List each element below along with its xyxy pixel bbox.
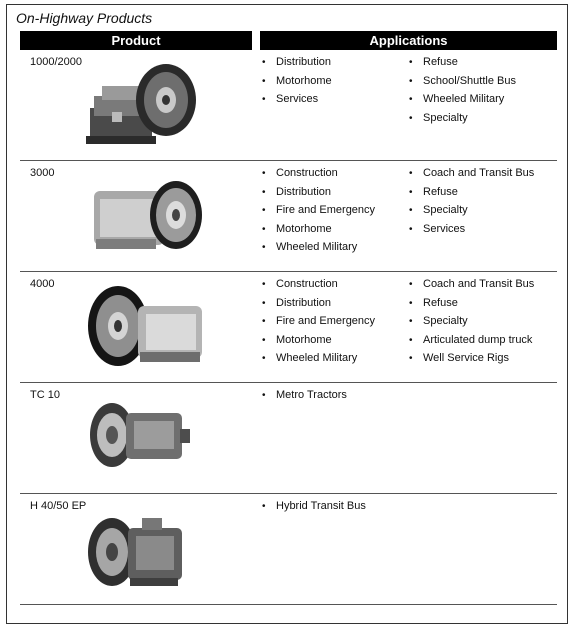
product-row-1000-2000 xyxy=(20,50,557,160)
product-name: 3000 xyxy=(30,167,55,179)
product-row-tc10 xyxy=(20,383,557,493)
application-item: • Well Service Rigs xyxy=(409,352,534,371)
application-item: • Wheeled Military xyxy=(262,352,375,371)
application-item: • Wheeled Military xyxy=(409,93,516,112)
application-item: • Motorhome xyxy=(262,223,375,242)
transmission-image xyxy=(82,56,202,150)
applications-col-1 xyxy=(262,389,347,408)
application-item: • Services xyxy=(409,223,534,242)
row-divider xyxy=(20,604,557,605)
product-row-h4050ep xyxy=(20,494,557,604)
application-item: • Refuse xyxy=(409,186,534,205)
application-item: • Coach and Transit Bus xyxy=(409,278,534,297)
application-item: • Hybrid Transit Bus xyxy=(262,500,366,519)
product-name: TC 10 xyxy=(30,389,60,401)
applications-col-1 xyxy=(262,500,366,519)
product-name: 4000 xyxy=(30,278,55,290)
transmission-image xyxy=(88,169,208,263)
product-name: 1000/2000 xyxy=(30,56,82,68)
product-row-4000 xyxy=(20,272,557,382)
applications-col-1 xyxy=(262,56,332,112)
applications-col-1 xyxy=(262,167,375,260)
application-item: • Articulated dump truck xyxy=(409,334,534,353)
application-item: • Specialty xyxy=(409,315,534,334)
product-name: H 40/50 EP xyxy=(30,500,87,512)
application-item: • Distribution xyxy=(262,56,332,75)
application-item: • Construction xyxy=(262,167,375,186)
application-item: • Coach and Transit Bus xyxy=(409,167,534,186)
application-item: • Motorhome xyxy=(262,75,332,94)
application-item: • Fire and Emergency xyxy=(262,204,375,223)
application-item: • Distribution xyxy=(262,297,375,316)
application-item: • Refuse xyxy=(409,56,516,75)
header-product: Product xyxy=(20,31,252,50)
page-title: On-Highway Products xyxy=(16,10,153,26)
header-applications: Applications xyxy=(260,31,557,50)
product-row-3000 xyxy=(20,161,557,271)
transmission-image xyxy=(84,395,194,479)
application-item: • Fire and Emergency xyxy=(262,315,375,334)
applications-col-1 xyxy=(262,278,375,371)
application-item: • Services xyxy=(262,93,332,112)
application-item: • Refuse xyxy=(409,297,534,316)
application-item: • Construction xyxy=(262,278,375,297)
applications-col-2 xyxy=(409,56,516,130)
transmission-image xyxy=(82,280,212,374)
applications-col-2 xyxy=(409,278,534,371)
application-item: • Motorhome xyxy=(262,334,375,353)
application-item: • School/Shuttle Bus xyxy=(409,75,516,94)
application-item: • Metro Tractors xyxy=(262,389,347,408)
transmission-image xyxy=(82,508,192,596)
application-item: • Distribution xyxy=(262,186,375,205)
application-item: • Specialty xyxy=(409,112,516,131)
applications-col-2 xyxy=(409,167,534,241)
application-item: • Wheeled Military xyxy=(262,241,375,260)
application-item: • Specialty xyxy=(409,204,534,223)
